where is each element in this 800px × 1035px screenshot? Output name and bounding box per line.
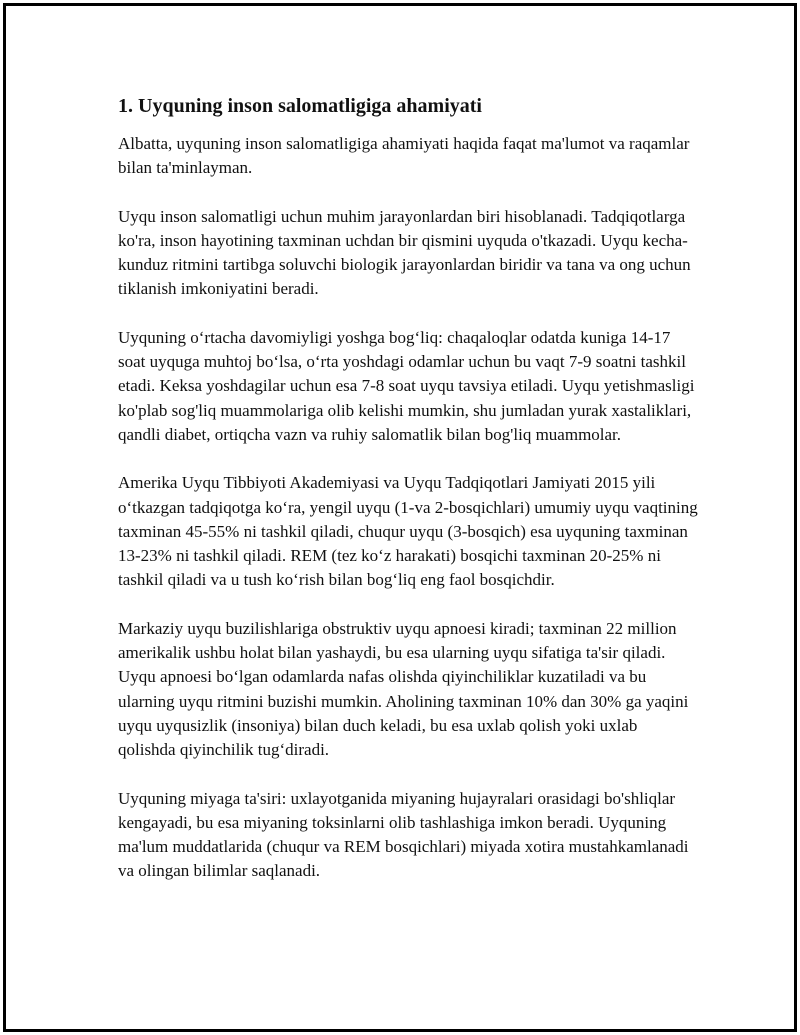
paragraph-intro: Albatta, uyquning inson salomatligiga ahamiyati haqida faqat ma'lumot va raqamlar bilan ta'minlayman. [118,134,690,178]
paragraph-sleep-importance: Uyqu inson salomatligi uchun muhim jarayonlardan biri hisoblanadi. Tadqiqotlarga ko'ra, inson hayotining taxminan uchdan bir qismini uyquda o'tkazadi. Uyqu kecha-kunduz ritmini tartibga soluvchi biologik jarayonlardan biridir va tana va ong uchun tiklanish imkoniyatini beradi. [118,206,691,299]
section-heading: 1. Uyquning inson salomatligiga ahamiyati [118,95,482,117]
paragraph-sleep-stages: Amerika Uyqu Tibbiyoti Akademiyasi va Uyqu Tadqiqotlari Jamiyati 2015 yili o‘tkazgan tadqiqotga ko‘ra, yengil uyqu (1-va 2-bosqichlari) umumiy uyqu vaqtining taxminan 45-55% ni tashkil qiladi, chuqur uyqu (3-bosqich) esa uyquning taxminan 13-23% ni tashkil qiladi. REM (tez ko‘z harakati) bosqichi taxminan 20-25% ni tashkil qiladi va u tush ko‘rish bilan bog‘liq eng faol bosqichdir. [118,473,698,590]
paragraph-sleep-disorders: Markaziy uyqu buzilishlariga obstruktiv uyqu apnoesi kiradi; taxminan 22 million amerikalik ushbu holat bilan yashaydi, bu esa ularning uyqu sifatiga ta'sir qiladi. Uyqu apnoesi bo‘lgan odamlarda nafas olishda qiyinchiliklar kuzatiladi va bu ularning uyqu ritmini buzishi mumkin. Aholining taxminan 10% dan 30% ga yaqini uyqu uyqusizlik (insoniya) bilan duch keladi, bu esa uxlab qolish yoki uxlab qolishda qiyinchilik tug‘diradi. [118,618,689,760]
paragraph-sleep-brain: Uyquning miyaga ta'siri: uxlayotganida miyaning hujayralari orasidagi bo'shliqlar kengayadi, bu esa miyaning toksinlarni olib tashlashiga imkon beradi. Uyquning ma'lum muddatlarida (chuqur va REM bosqichlari) miyada xotira mustahkamlanadi va olingan bilimlar saqlanadi. [118,788,689,881]
paragraph-sleep-duration: Uyquning o‘rtacha davomiyligi yoshga bog‘liq: chaqaloqlar odatda kuniga 14-17 soat uyquga muhtoj bo‘lsa, o‘rta yoshdagi odamlar uchun bu vaqt 7-9 soatni tashkil etadi. Keksa yoshdagilar uchun esa 7-8 soat uyqu tavsiya etiladi. Uyqu yetishmasligi ko'plab sog'liq muammolariga olib kelishi mumkin, shu jumladan yurak xastaliklari, qandli diabet, ortiqcha vazn va ruhiy salomatlik bilan bog'liq muammolar. [118,327,695,444]
document-body [118,93,698,908]
